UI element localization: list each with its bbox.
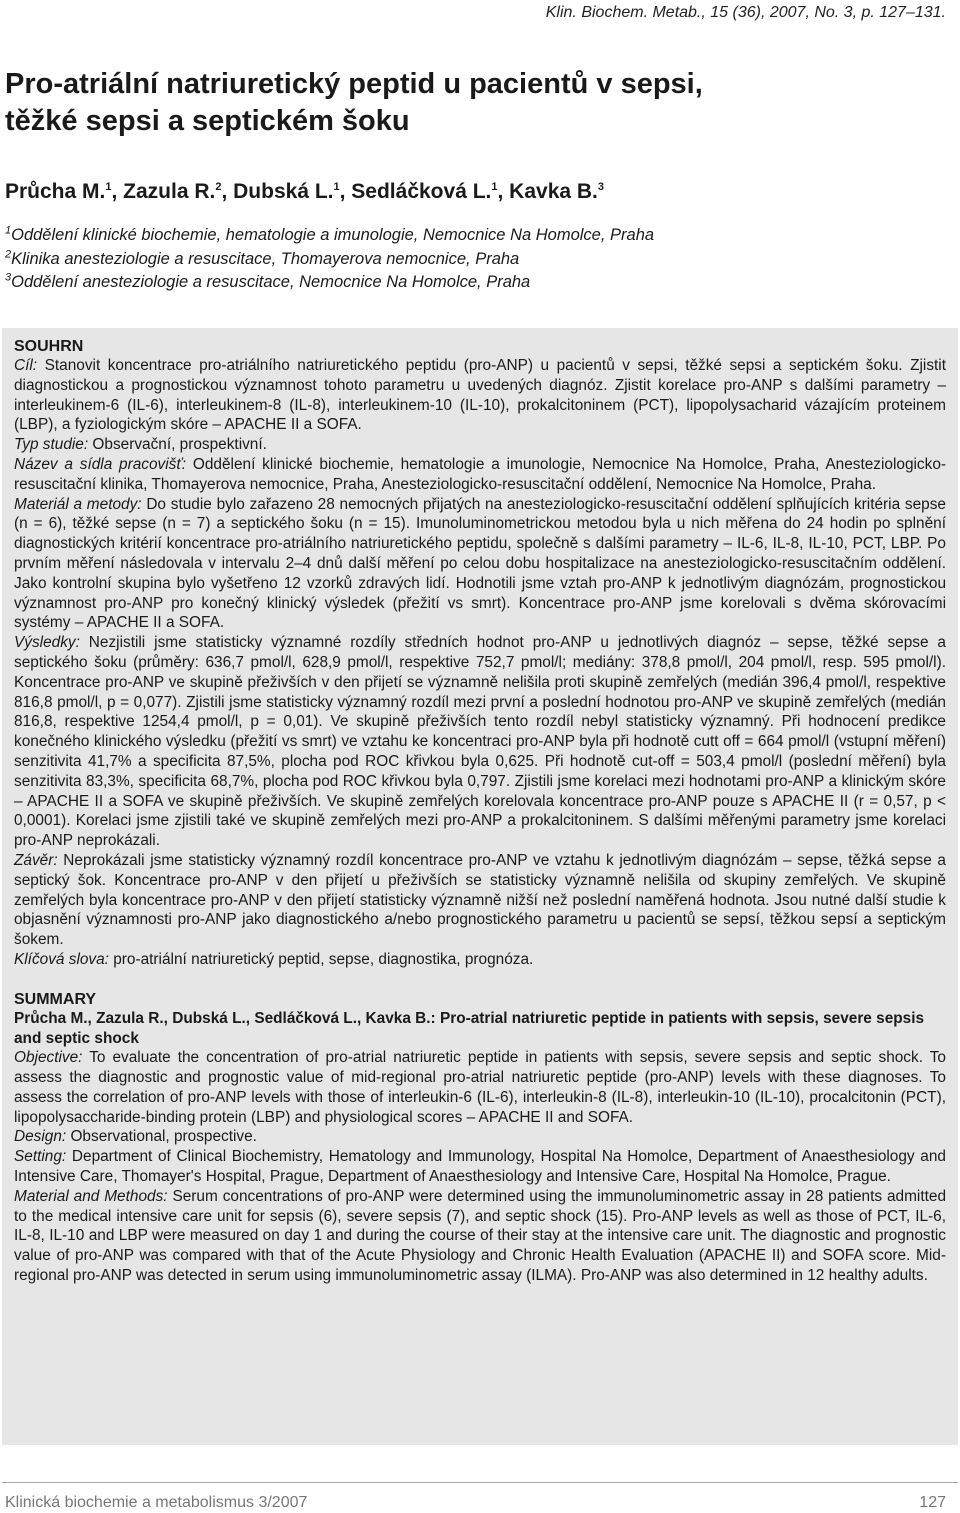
author-affiliation-mark: 1 — [105, 181, 112, 193]
title-line-2: těžké sepsi a septickém šoku — [5, 105, 410, 137]
affiliation-number: 2 — [5, 248, 12, 260]
souhrn-paragraph — [14, 633, 946, 851]
paragraph-label: Klíčová slova: — [14, 950, 109, 968]
paragraph-label: Material and Methods: — [14, 1187, 168, 1205]
summary-paragraph — [14, 1127, 946, 1147]
page-number: 127 — [919, 1494, 946, 1511]
article-title — [5, 66, 905, 140]
affiliation-text: Oddělení klinické biochemie, hematologie a imunologie, Nemocnice Na Homolce, Praha — [11, 226, 655, 244]
paragraph-label: Název a sídla pracovišť: — [14, 455, 187, 473]
paragraph-label: Výsledky: — [14, 634, 80, 652]
affiliation — [5, 271, 945, 295]
souhrn-paragraph — [14, 435, 946, 455]
paragraph-text: Serum concentrations of pro-ANP were determined using the immunoluminometric assay in 28 patients admitted to the medical intensive care unit for sepsis (6), severe sepsis (7), and septic shock (15). Pro-ANP levels as well as those of PCT, IL-6, IL-8, IL-10 and LBP were measured on day 1 and during the course of their stay at the intensive care unit. The diagnostic and prognostic value of pro-ANP was compared with that of the Acute Physiology and Chronic Health Evaluation (APACHE II) and SOFA score. Mid-regional pro-ANP was detected in serum using immunoluminometric assay (ILMA). Pro-ANP was also determined in 12 healthy adults. — [14, 1187, 947, 1285]
souhrn-paragraph — [14, 356, 946, 435]
author-affiliation-mark: 1 — [333, 181, 340, 193]
paragraph-label: Typ studie: — [14, 436, 89, 454]
author-list — [5, 180, 604, 204]
affiliation-text: Oddělení anesteziologie a resuscitace, Nemocnice Na Homolce, Praha — [11, 273, 531, 291]
author-separator: , — [339, 180, 352, 203]
paragraph-text: Nezjistili jsme statisticky významné rozdíly středních hodnot pro-ANP u jednotlivých diagnóz – sepse, těžké sepse a septického šoku (průměry: 636,7 pmol/l, 628,9 pmol/l, respektive 752,7 pmol/l; mediány: 378,8 pmol/l, 204 pmol/l, resp. 595 pmol/l). Koncentrace pro-ANP ve skupině přeživších v den přijetí se významně nelišila proti skupině zemřelých (medián 396,4 pmol/l, respektive 816,8 pmol/l, p = 0,077). Zjistili jsme statisticky významný rozdíl mezi první a poslední hodnotou pro-ANP ve skupině zemřelých (medián 816,8, respektive 1254,4 pmol/l, p = 0,01). Ve skupině přeživších tento rozdíl nebyl statisticky významný. Při hodnocení predikce konečného klinického výsledku (přežití vs smrt) ve vztahu ke koncentraci pro-ANP byla při hodnotě cutt off = 664 pmol/l (vstupní měření) senzitivita 41,7% a specificita 87,5%, plocha pod ROC křivkou byla 0,625. Při hodnotě cut-off = 503,4 pmol/l (poslední měření) byla senzitivita 83,3%, specificita 68,7%, plocha pod ROC křivkou byla 0,797. Zjistili jsme korelaci mezi hodnotami pro-ANP a klinickým skóre – APACHE II a SOFA ve skupině přeživších. Ve skupině zemřelých korelovala koncentrace pro-ANP pouze s APACHE II (r = 0,57, p < 0,0001). Korelaci jsme zjistili také ve skupině zemřelých mezi pro-ANP a prokalcitoninem. S dalšími měřenými parametry jsme korelaci pro-ANP neprokázali. — [14, 634, 946, 850]
paragraph-text: To evaluate the concentration of pro-atrial natriuretic peptide in patients with sepsis, severe sepsis and septic shock. To assess the diagnostic and prognostic value of mid-regional pro-atrial natriuretic peptide (pro-ANP) levels with these diagnoses. To assess the correlation of pro-ANP levels with those of interleukin-6 (IL-6), interleukin-8 (IL-8), interleukin-10 (IL-10), procalcitonin (PCT), lipopolysaccharide-binding protein (LBP) and physiological scores – APACHE II and SOFA. — [14, 1049, 946, 1126]
paragraph-label: Design: — [14, 1128, 67, 1146]
paragraph-text: Stanovit koncentrace pro-atriálního natriuretického peptidu (pro-ANP) u pacientů v sepsi, těžké sepsi a septickém šoku. Zjistit diagnostickou a prognostickou významnost tohoto parametru u uvedených diagnóz. Zjistit korelace pro-ANP s dalšími parametry – interleukinem-6 (IL-6), interleukinem-8 (IL-8), interleukinem-10 (IL-10), prokalcitoninem (PCT), lipopolysacharid vázajícím proteinem (LBP), a fyziologickým skóre – APACHE II a SOFA. — [14, 357, 946, 434]
footer-journal-name: Klinická biochemie a metabolismus 3/2007 — [5, 1494, 308, 1511]
affiliation-list — [5, 224, 945, 295]
paragraph-text: Do studie bylo zařazeno 28 nemocných přijatých na anesteziologicko-resuscitační oddělení splňujících kritéria sepse (n = 6), těžké sepse (n = 7) a septického šoku (n = 15). Imunoluminometrickou metodou byla u nich měřena do 24 hodin po splnění diagnostických kritérií koncentrace pro-atriálního natriuretického peptidu, společně s dalšími parametry – IL-6, IL-8, IL-10, PCT, LBP. Po prvním měření následovala v intervalu 2–4 dnů další měření po celou dobu hospitalizace na anesteziologicko-resuscitačním oddělení. Jako kontrolní skupina bylo vyšetřeno 12 vzorků zdravých lidí. Hodnotili jsme vztah pro-ANP k jednotlivým diagnózám, prognostickou významnost pro-ANP pro konečný klinický výsledek (přežití vs smrt). Koncentrace pro-ANP jsme korelovali s dvěma skórovacími systémy – APACHE II a SOFA. — [14, 495, 946, 632]
author-name: Sedláčková L. — [351, 180, 492, 203]
souhrn-paragraph — [14, 455, 946, 495]
paragraph-label: Objective: — [14, 1049, 83, 1067]
paragraph-text: Observační, prospektivní. — [88, 436, 267, 454]
summary-paragraph — [14, 1048, 946, 1127]
abstract-box — [2, 328, 958, 1445]
paragraph-text: Oddělení klinické biochemie, hematologie a imunologie, Nemocnice Na Homolce, Praha, Anesteziologicko-resuscitační klinika, Thomayerova nemocnice, Praha, Anesteziologicko-resuscitační oddělení, Nemocnice Na Homolce, Praha. — [14, 455, 946, 493]
souhrn-paragraph — [14, 495, 946, 634]
author-name: Průcha M. — [5, 180, 106, 203]
author-separator: , — [497, 180, 510, 203]
author-separator: , — [111, 180, 124, 203]
footer-divider — [2, 1482, 958, 1483]
paragraph-label: Materiál a metody: — [14, 495, 142, 513]
summary-heading: SUMMARY — [14, 990, 97, 1008]
paragraph-text: Observational, prospective. — [66, 1128, 257, 1146]
author-separator: , — [221, 180, 234, 203]
paragraph-label: Závěr: — [14, 851, 58, 869]
affiliation — [5, 224, 945, 248]
author-name: Zazula R. — [123, 180, 216, 203]
paragraph-label: Cíl: — [14, 357, 38, 374]
souhrn-paragraph — [14, 950, 946, 970]
affiliation-number: 3 — [5, 271, 12, 284]
affiliation-number: 1 — [5, 224, 12, 237]
souhrn-paragraph — [14, 851, 946, 950]
author-affiliation-mark: 3 — [597, 181, 605, 193]
paragraph-label: Setting: — [14, 1148, 67, 1166]
affiliation — [5, 248, 945, 272]
title-line-1: Pro-atriální natriuretický peptid u pacientů v sepsi, — [5, 68, 703, 100]
author-name: Kavka B. — [509, 180, 598, 203]
paragraph-text: pro-atriální natriuretický peptid, sepse, diagnostika, prognóza. — [108, 950, 534, 968]
affiliation-text: Klinika anesteziologie a resuscitace, Thomayerova nemocnice, Praha — [11, 249, 520, 268]
author-affiliation-mark: 2 — [215, 181, 222, 193]
paragraph-text: Department of Clinical Biochemistry, Hematology and Immunology, Hospital Na Homolce, Department of Anaesthesiology and Intensive Care, Thomayer's Hospital, Prague, Department of Anaesthesiology and Intensive Care, Hospital Na Homolce, Prague. — [14, 1148, 946, 1186]
journal-reference: Klin. Biochem. Metab., 15 (36), 2007, No. 3, p. 127–131. — [545, 4, 946, 21]
summary-title: Průcha M., Zazula R., Dubská L., Sedláčková L., Kavka B.: Pro-atrial natriuretic peptide in patients with sepsis, severe sepsis and septic shock — [14, 1009, 925, 1047]
summary-paragraph — [14, 1187, 946, 1286]
paragraph-text: Neprokázali jsme statisticky významný rozdíl koncentrace pro-ANP ve vztahu k jednotlivým diagnózám – sepse, těžká sepse a septický šok. Koncentrace pro-ANP v den přijetí u přeživších se statisticky významně nelišila od skupiny zemřelých. Ve skupině zemřelých byla koncentrace pro-ANP v den přijetí statisticky významně nižší než poslední naměřená hodnota. Jsou nutné další studie k objasnění významnosti pro-ANP jako diagnostického a/nebo prognostického parametru u pacientů se sepsí, těžkou sepsí a septickým šokem. — [14, 851, 946, 949]
summary-paragraph — [14, 1147, 946, 1187]
author-name: Dubská L. — [233, 180, 334, 203]
souhrn-heading: SOUHRN — [14, 338, 84, 355]
author-affiliation-mark: 1 — [491, 181, 498, 193]
